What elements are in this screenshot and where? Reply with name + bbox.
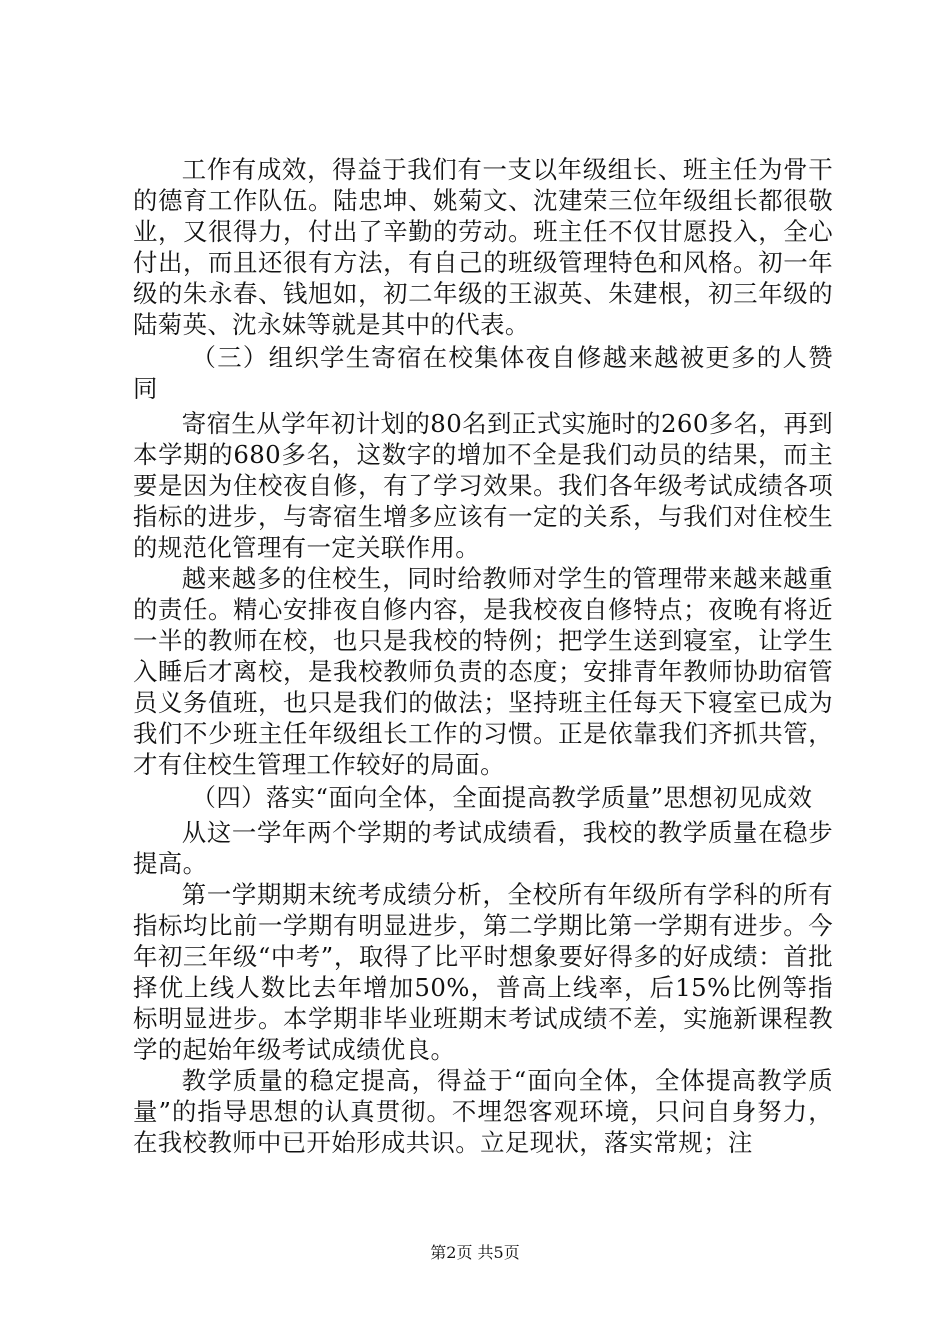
section-heading-3: （三）组织学生寄宿在校集体夜自修越来越被更多的人赞同 — [133, 343, 833, 403]
paragraph-3: 越来越多的住校生，同时给教师对学生的管理带来越来越重的责任。精心安排夜自修内容，是我校夜自修特点；夜晚有将近一半的教师在校，也只是我校的特例；把学生送到寝室，让学生入睡后才离校，是我校教师负责的态度；安排青年教师协助宿管员义务值班，也只是我们的做法；坚持班主任每天下寝室已成为我们不少班主任年级组长工作的习惯。正是依靠我们齐抓共管，才有住校生管理工作较好的局面。 — [133, 564, 833, 779]
paragraph-5: 第一学期期末统考成绩分析，全校所有年级所有学科的所有指标均比前一学期有明显进步，第二学期比第一学期有进步。今年初三年级“中考”，取得了比平时想象要好得多的好成绩：首批择优上线人数比去年增加50%，普高上线率，后15%比例等指标明显进步。本学期非毕业班期末考试成绩不差，实施新课程教学的起始年级考试成绩优良。 — [133, 880, 833, 1064]
paragraph-2: 寄宿生从学年初计划的80名到正式实施时的260多名，再到本学期的680多名，这数字的增加不全是我们动员的结果，而主要是因为住校夜自修，有了学习效果。我们各年级考试成绩各项指标的进步，与寄宿生增多应该有一定的关系，与我们对住校生的规范化管理有一定关联作用。 — [133, 409, 833, 562]
paragraph-1: 工作有成效，得益于我们有一支以年级组长、班主任为骨干的德育工作队伍。陆忠坤、姚菊文、沈建荣三位年级组长都很敬业，又很得力，付出了辛勤的劳动。班主任不仅甘愿投入，全心付出，而且还很有方法，有自己的班级管理特色和风格。初一年级的朱永春、钱旭如，初二年级的王淑英、朱建根，初三年级的陆菊英、沈永妹等就是其中的代表。 — [133, 155, 833, 339]
page-number: 第2页 共5页 — [430, 1243, 520, 1262]
page-footer — [0, 1243, 950, 1263]
paragraph-4: 从这一学年两个学期的考试成绩看，我校的教学质量在稳步提高。 — [133, 818, 833, 878]
paragraph-6: 教学质量的稳定提高，得益于“面向全体，全体提高教学质量”的指导思想的认真贯彻。不埋怨客观环境，只问自身努力，在我校教师中已开始形成共识。立足现状，落实常规；注 — [133, 1066, 833, 1157]
section-heading-4: （四）落实“面向全体，全面提高教学质量”思想初见成效 — [191, 783, 813, 812]
document-body — [133, 154, 833, 1158]
